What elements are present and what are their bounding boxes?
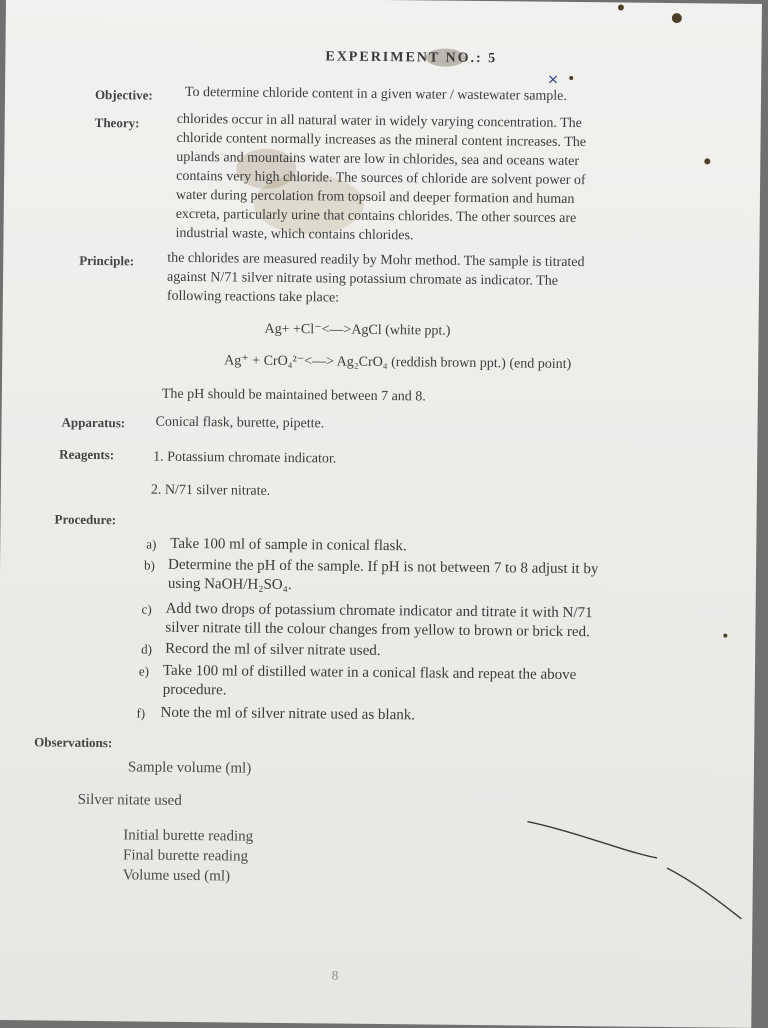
sample-volume-label: Sample volume (ml) — [127, 759, 252, 777]
procedure-step-c — [141, 599, 681, 645]
theory-line: contains very high chloride. The sources of chloride are solvent power of — [176, 168, 586, 189]
procedure-step-f — [136, 703, 676, 729]
reaction-equation-2: Ag⁺ + CrO₄²⁻<—> Ag₂CrO₄ (reddish brown ppt.) (end point) — [224, 353, 572, 372]
ink-spot — [618, 4, 624, 10]
procedure-step-e — [139, 661, 679, 707]
step-text: Add two drops of potassium chromate indicator and titrate it with N/71 — [165, 600, 593, 622]
objective-label: Objective: — [94, 86, 153, 103]
step-text: using NaOH/H₂SO₄. — [167, 575, 292, 594]
procedure-label: Procedure: — [54, 511, 117, 528]
step-letter: d) — [141, 641, 153, 657]
principle-line: following reactions take place: — [166, 288, 340, 306]
step-text: Record the ml of silver nitrate used. — [165, 640, 381, 659]
principle-paragraph — [167, 250, 696, 313]
step-letter: a) — [146, 536, 157, 552]
step-text: Take 100 ml of distilled water in a conical flask and repeat the above — [162, 662, 577, 684]
ink-spot — [569, 76, 573, 80]
theory-line: industrial waste, which contains chlorides. — [175, 225, 414, 244]
initial-burette-reading-label: Initial burette reading — [123, 827, 254, 845]
reagents-label: Reagents: — [59, 446, 115, 463]
step-letter: c) — [141, 601, 152, 617]
ph-note: The pH should be maintained between 7 and 8. — [161, 386, 426, 405]
procedure-step-b — [144, 556, 684, 602]
step-text: procedure. — [162, 681, 227, 699]
observations-label: Observations: — [34, 734, 113, 751]
step-text: Take 100 ml of sample in conical flask. — [170, 535, 407, 555]
theory-paragraph — [175, 111, 696, 249]
final-burette-reading-label: Final burette reading — [122, 847, 249, 865]
theory-line: excreta, particularly urine that contains chlorides. The other sources are — [175, 206, 577, 227]
step-letter: f) — [136, 705, 146, 721]
pen-scribble — [516, 811, 747, 933]
principle-label: Principle: — [79, 252, 135, 269]
reagent-2: 2. N/71 silver nitrate. — [150, 482, 271, 499]
ink-spot — [723, 634, 727, 638]
ink-spot — [704, 158, 710, 164]
silver-nitrate-used-label: Silver nitate used — [77, 791, 182, 809]
step-text: Determine the pH of the sample. If pH is not between 7 to 8 adjust it by — [167, 556, 599, 578]
step-letter: b) — [143, 557, 155, 573]
experiment-title: EXPERIMENT NO.: 5 — [325, 49, 498, 67]
apparatus-label: Apparatus: — [61, 414, 126, 431]
reaction-equation-1: Ag+ +Cl⁻<—>AgCl (white ppt.) — [264, 321, 451, 339]
page-number: 8 — [331, 967, 339, 983]
principle-line: the chlorides are measured readily by Mohr method. The sample is titrated — [167, 250, 585, 271]
pen-mark-x: × — [547, 71, 559, 88]
theory-line: chloride content normally increases as the mineral content increases. The — [176, 130, 587, 151]
step-letter: e) — [138, 663, 150, 679]
step-text: silver nitrate till the colour changes from yellow to brown or brick red. — [165, 619, 590, 641]
objective-text: To determine chloride content in a given water / wastewater sample. — [184, 84, 568, 104]
reagent-1: 1. Potassium chromate indicator. — [153, 449, 337, 467]
theory-line: water during percolation from topsoil and deeper formation and human — [175, 187, 575, 208]
theory-line: uplands and mountains water are low in chlorides, sea and oceans water — [176, 149, 580, 170]
theory-line: chlorides occur in all natural water in widely varying concentration. The — [176, 111, 583, 132]
procedure-step-d — [141, 639, 681, 665]
theory-label: Theory: — [94, 114, 140, 131]
apparatus-text: Conical flask, burette, pipette. — [155, 414, 325, 432]
step-text: Note the ml of silver nitrate used as blank. — [160, 704, 416, 724]
ink-spot — [672, 13, 682, 23]
principle-line: against N/71 silver nitrate using potassium chromate as indicator. The — [167, 269, 559, 289]
volume-used-label: Volume used (ml) — [122, 867, 231, 885]
